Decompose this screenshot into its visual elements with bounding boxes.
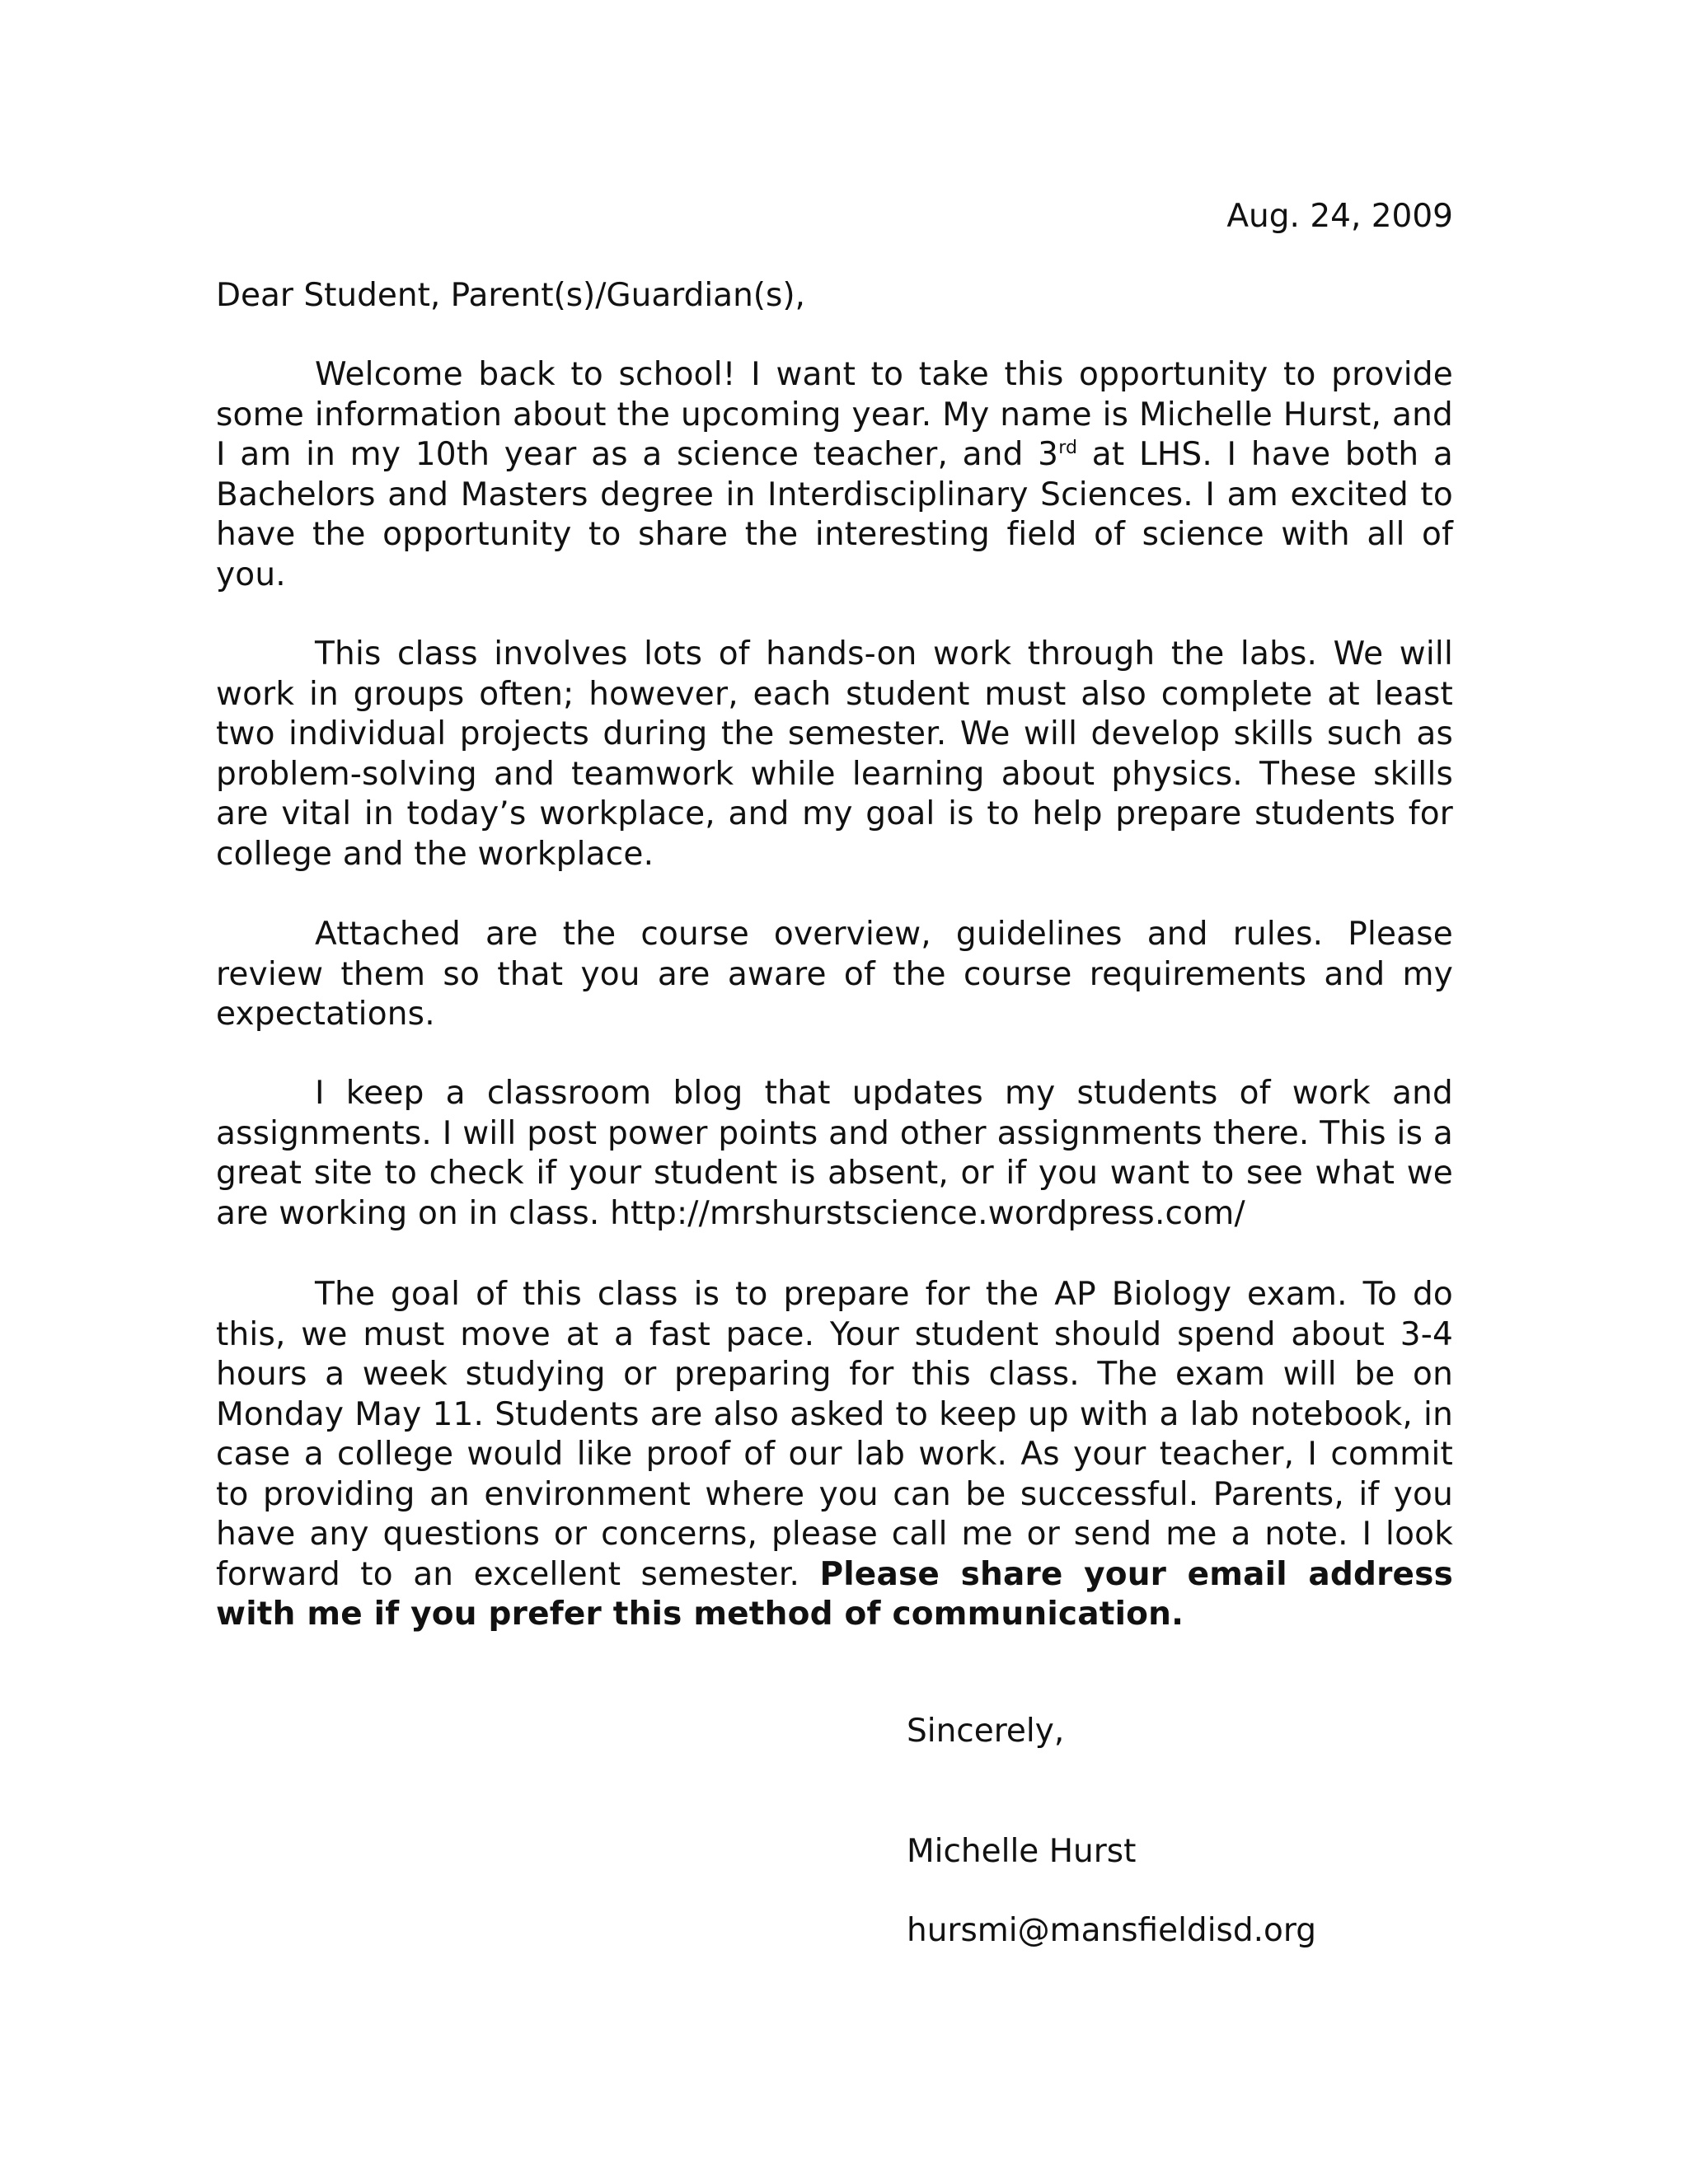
salutation: Dear Student, Parent(s)/Guardian(s), (216, 277, 805, 314)
ordinal-suffix: rd (1058, 438, 1078, 458)
paragraph-blog: I keep a classroom blog that updates my students of work and assignments. I will post power points and other assignments there. This is a great site to check if your student is absent, or if you want to see what we are working on in class. http://mrshurstscience.wordpress.com/ (216, 1075, 1453, 1232)
email-request-bold: Please share your email address with me if you prefer this method of communication. (216, 1555, 1453, 1633)
paragraph-goal-text: The goal of this class is to prepare for the AP Biology exam. To do this, we must move at a fast pace. Your student should spend about 3-4 hours a week studying or preparing for this class. The exam will be on Monday May 11. Students are also asked to keep up with a lab notebook, in case a college would like proof of our lab work. As your teacher, I commit to providing an environment where you can be successful. Parents, if you have any questions or concerns, please call me or send me a note. I look forward to an excellent semester. (216, 1276, 1453, 1593)
letter-date: Aug. 24, 2009 (1226, 198, 1453, 235)
signer-name: Michelle Hurst (907, 1833, 1137, 1870)
paragraph-welcome-text-b: at LHS. I have both a Bachelors and Masters degree in Interdisciplinary Sciences. I am excited to have the opportunity to share the interesting field of science with all of you. (216, 436, 1453, 593)
paragraph-attachments: Attached are the course overview, guidelines and rules. Please review them so that you are aware of the course requirements and my expectations. (216, 916, 1453, 1033)
signer-email: hursmi@mansfieldisd.org (907, 1912, 1316, 1949)
paragraph-welcome-text-a: Welcome back to school! I want to take this opportunity to provide some information about the upcoming year. My name is Michelle Hurst, and I am in my 10th year as a science teacher, and 3 (216, 356, 1453, 473)
paragraph-class-labs: This class involves lots of hands-on work through the labs. We will work in groups often; however, each student must also complete at least two individual projects during the semester. We will develop skills such as problem-solving and teamwork while learning about physics. These skills are vital in today’s workplace, and my goal is to help prepare students for college and the workplace. (216, 635, 1453, 873)
paragraph-goal (216, 1275, 1453, 1635)
paragraph-welcome (216, 355, 1453, 595)
closing: Sincerely, (907, 1713, 1065, 1750)
